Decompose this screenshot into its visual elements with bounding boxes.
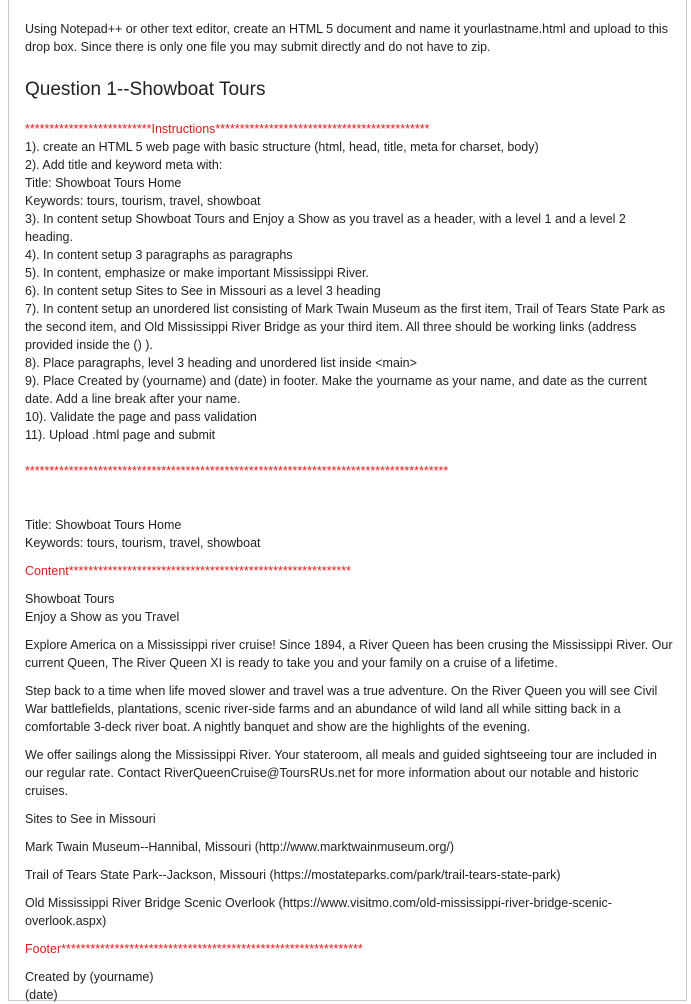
instruction-line: 6). In content setup Sites to See in Missouri as a level 3 heading: [25, 284, 381, 298]
instructions-list: [25, 138, 673, 444]
heading-1: Showboat Tours: [25, 592, 115, 606]
question-title: Question 1--Showboat Tours: [25, 79, 266, 100]
stars: **************************: [25, 122, 152, 136]
sites-heading: Sites to See in Missouri: [25, 812, 156, 826]
instruction-line: 8). Place paragraphs, level 3 heading and unordered list inside <main>: [25, 356, 417, 370]
instruction-line: 3). In content setup Showboat Tours and Enjoy a Show as you travel as a header, with a level 1 and a level 2 heading.: [25, 212, 626, 244]
assignment-content: [25, 20, 673, 1004]
content-label: Content: [25, 564, 69, 578]
heading-2: Enjoy a Show as you Travel: [25, 610, 180, 624]
paragraph-3: We offer sailings along the Mississippi River. Your stateroom, all meals and guided sightseeing tour are included in our regular rate. Contact RiverQueenCruise@ToursRUs.net for more information about our notable and historic cruises.: [25, 748, 657, 798]
site-item-3: Old Mississippi River Bridge Scenic Overlook (https://www.visitmo.com/old-mississippi-river-bridge-scenic-overlook.aspx): [25, 896, 612, 928]
instructions-label: Instructions: [151, 122, 216, 136]
stars-separator: ***************************************************************************************: [25, 464, 449, 478]
stars: **************************************************************: [61, 942, 363, 956]
intro-text: Using Notepad++ or other text editor, create an HTML 5 document and name it yourlastname.html and upload to this drop box. Since there is only one file you may submit directly and do not have to zip.: [25, 22, 668, 54]
paragraph-2: Step back to a time when life moved slower and travel was a true adventure. On the River Queen you will see Civil War battlefields, plantations, scenic river-side farms and an abundance of wild land all while sitting back in a comfortable 3-deck river boat. A nightly banquet and show are the highlights of the evening.: [25, 684, 658, 734]
instruction-line: Title: Showboat Tours Home: [25, 176, 182, 190]
site-item-1: Mark Twain Museum--Hannibal, Missouri (http://www.marktwainmuseum.org/): [25, 840, 455, 854]
paragraph-1: Explore America on a Mississippi river cruise! Since 1894, a River Queen has been crusing the Mississippi River. Our current Queen, The River Queen XI is ready to take you and your family on a cruise of a lifetime.: [25, 638, 673, 670]
instructions-header: [25, 120, 673, 138]
instruction-line: 9). Place Created by (yourname) and (date) in footer. Make the yourname as your name, and date as the current date. Add a line break after your name.: [25, 374, 647, 406]
footer-header: [25, 940, 673, 958]
instruction-line: 1). create an HTML 5 web page with basic structure (html, head, title, meta for charset, body): [25, 140, 539, 154]
meta-keywords: Keywords: tours, tourism, travel, showboat: [25, 536, 261, 550]
meta-title: Title: Showboat Tours Home: [25, 518, 182, 532]
footer-label: Footer: [25, 942, 62, 956]
content-header: [25, 562, 673, 580]
created-by: Created by (yourname): [25, 970, 154, 984]
instruction-line: 10). Validate the page and pass validation: [25, 410, 257, 424]
instruction-line: 2). Add title and keyword meta with:: [25, 158, 223, 172]
instruction-line: 5). In content, emphasize or make important Mississippi River.: [25, 266, 369, 280]
site-item-2: Trail of Tears State Park--Jackson, Missouri (https://mostateparks.com/park/trail-tears-state-park): [25, 868, 561, 882]
instruction-line: 4). In content setup 3 paragraphs as paragraphs: [25, 248, 293, 262]
instruction-line: 11). Upload .html page and submit: [25, 428, 216, 442]
date-text: (date): [25, 988, 58, 1002]
stars: ********************************************: [215, 122, 430, 136]
instruction-line: Keywords: tours, tourism, travel, showboat: [25, 194, 261, 208]
instruction-line: 7). In content setup an unordered list consisting of Mark Twain Museum as the first item, Trail of Tears State Park as the second item, and Old Mississippi River Bridge as your third item. All three should be working links (address provided inside the () ).: [25, 302, 666, 352]
stars: **********************************************************: [68, 564, 351, 578]
